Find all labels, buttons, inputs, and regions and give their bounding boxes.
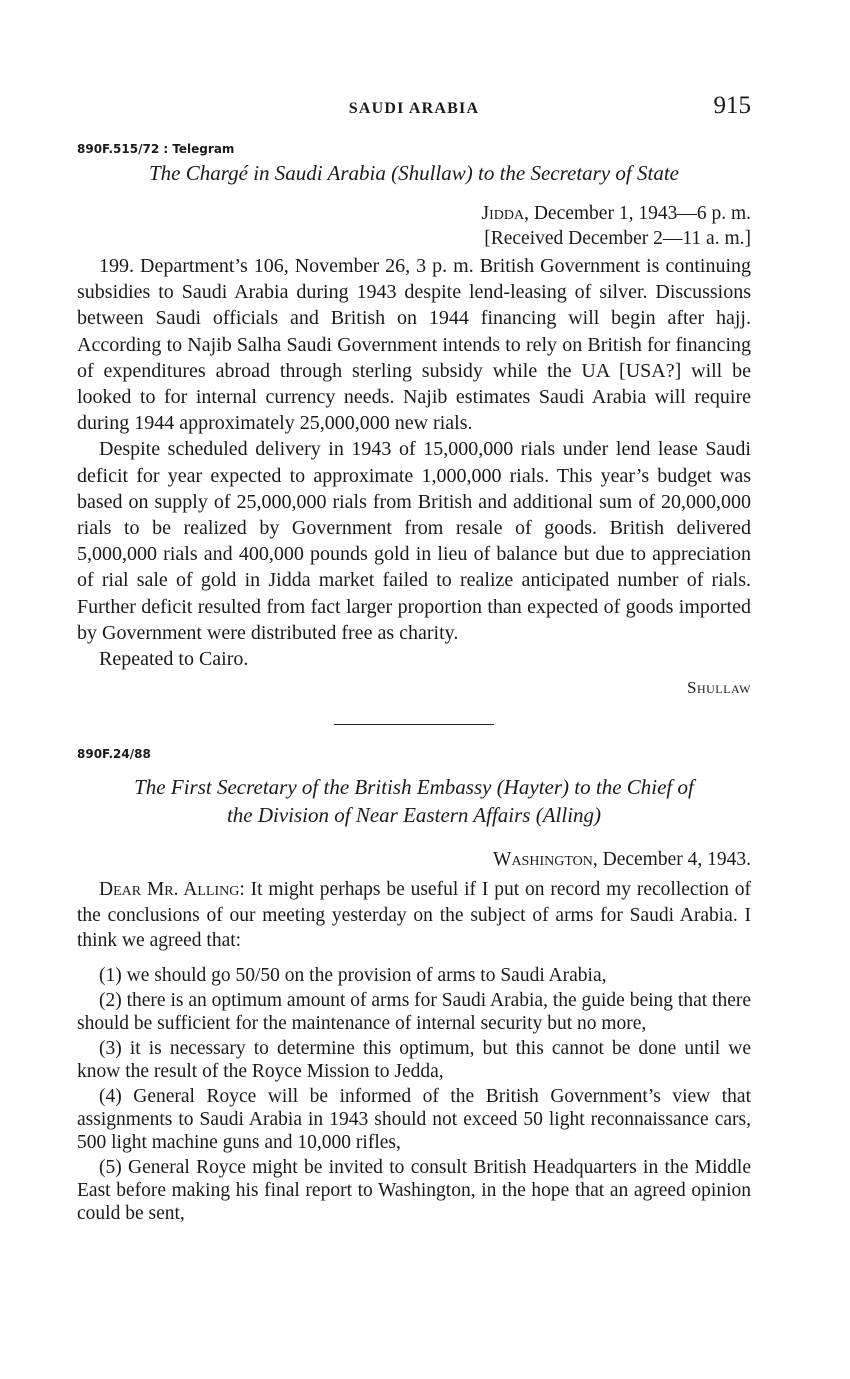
doc1-signature: Shullaw bbox=[687, 678, 751, 698]
doc2-salutation: Dear Mr. Alling bbox=[99, 879, 240, 901]
doc1-heading: The Chargé in Saudi Arabia (Shullaw) to the Secretary of State bbox=[148, 161, 679, 185]
document-page bbox=[77, 92, 751, 1227]
list-item: (2) there is an optimum amount of arms for Saudi Arabia, the guide being that there should be sufficient for the maintenance of internal security but no more, bbox=[77, 989, 751, 1034]
doc1-paragraph: Despite scheduled delivery in 1943 of 15,000,000 rials under lend lease Saudi deficit for year expected to approximate 1,000,000 rials. This year’s budget was based on supply of 25,000,000 rials from British and additional sum of 20,000,000 rials to be realized by Government from resale of goods. British delivered 5,000,000 rials and 400,000 pounds gold in lieu of balance but due to appreciation of rial sale of gold in Jidda market failed to realize anticipated number of rials. Further deficit resulted from fact larger proportion than expected of goods imported by Government were distributed free as charity. bbox=[77, 438, 751, 644]
running-head-title: SAUDI ARABIA bbox=[348, 100, 480, 117]
list-item: (1) we should go 50/50 on the provision of arms to Saudi Arabia, bbox=[99, 964, 607, 986]
section-divider bbox=[334, 724, 494, 725]
list-item: (4) General Royce will be informed of the British Government’s view that assignments to Saudi Arabia in 1943 should not exceed 50 light reconnaissance cars, 500 light machine guns and 10,000 rifles, bbox=[77, 1085, 751, 1153]
doc2-body bbox=[77, 877, 751, 954]
page-number: 915 bbox=[713, 92, 751, 119]
doc2-file-number: 890F.24/88 bbox=[77, 747, 151, 762]
doc1-date: , December 1, 1943—6 p. m. bbox=[524, 203, 751, 224]
list-item: (3) it is necessary to determine this optimum, but this cannot be done until we know the result of the Royce Mission to Jedda, bbox=[77, 1037, 751, 1082]
doc1-received: [Received December 2—11 a. m.] bbox=[484, 228, 751, 249]
doc2-heading-line: The First Secretary of the British Embassy (Hayter) to the Chief of bbox=[134, 775, 694, 800]
doc2-heading bbox=[77, 773, 751, 829]
doc1-body bbox=[77, 253, 751, 672]
doc2-intro bbox=[77, 877, 751, 954]
list-item: (5) General Royce might be invited to consult British Headquarters in the Middle East before making his final report to Washington, in the hope that an agreed opinion could be sent, bbox=[77, 1156, 751, 1224]
doc1-place: Jidda bbox=[481, 203, 525, 224]
running-head bbox=[77, 92, 751, 128]
doc1-file-number: 890F.515/72 : Telegram bbox=[77, 142, 235, 156]
doc1-paragraph: Repeated to Cairo. bbox=[99, 648, 249, 671]
doc1-paragraph: 199. Department’s 106, November 26, 3 p. m. British Government is continuing subsidies to Saudi Arabia during 1943 despite lend-leasing of silver. Discussions between Saudi officials and British on 1944 financing will begin after hajj. According to Najib Salha Saudi Government intends to rely on British for financing of expenditures abroad through sterling subsidy while the UA [USA?] will be looked to for internal currency needs. Najib estimates Saudi Arabia will require during 1944 approximately 25,000,000 new rials. bbox=[77, 255, 751, 435]
doc1-dateline bbox=[77, 201, 751, 251]
doc2-date: , December 4, 1943. bbox=[592, 849, 751, 871]
doc2-dateline bbox=[77, 849, 751, 871]
doc2-place: Washington bbox=[493, 849, 593, 871]
doc2-intro-text: : It might perhaps be useful if I put on record my recollection of the conclusions of our meeting yesterday on the subject of arms for Saudi Arabia. I think we agreed that: bbox=[77, 879, 751, 952]
doc2-heading-line: the Division of Near Eastern Affairs (Alling) bbox=[226, 803, 602, 828]
doc2-list bbox=[77, 964, 751, 1225]
